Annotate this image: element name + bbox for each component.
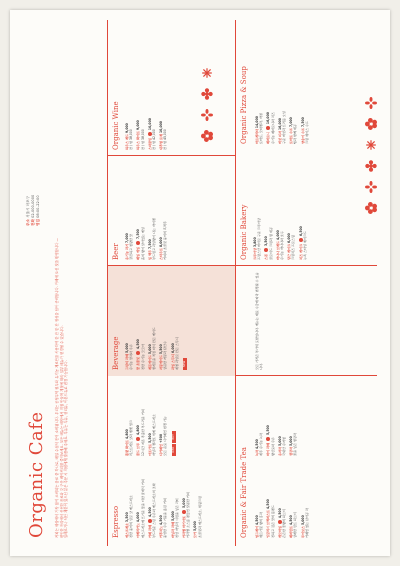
- contact-row: 전화 02-000-0000: [31, 194, 35, 226]
- flower-icon: [201, 109, 213, 121]
- section-title-organic-wine: Organic Wine: [112, 101, 120, 150]
- list-item: 루이보스 5,000 카페인 없는 남아공 차: [300, 508, 309, 538]
- list-item: 잉글리시 브렉퍼스트 4,500 진하고 깊은 맛의 블렌드: [266, 499, 275, 538]
- list-item: 마르게리타 14,000 토마토, 모짜렐라, 바질: [255, 113, 264, 144]
- tea-note: 모든 가격은 부가세 포함입니다. 메뉴는 재료 수급에 따라 변경될 수 있습니다.: [255, 272, 264, 370]
- list-item: 토마토 수프 7,000 빵과 함께 제공: [289, 117, 298, 144]
- flower-icon: [365, 139, 377, 151]
- list-item: 페퍼민트 4,500 상쾌한 민트 허브티: [289, 512, 298, 538]
- list-item: 콜드 브루 4,800 12시간 저온 추출한 부드러운 커피: [136, 409, 145, 456]
- flower-icon: [365, 181, 377, 193]
- list-item: 과일 스무디 6,000 제철 과일로 만든 스무디: [170, 337, 179, 370]
- flower-icon: [201, 67, 213, 79]
- beverage-list: [125, 272, 188, 370]
- intro-text: [55, 238, 69, 538]
- flower-icon: [201, 88, 213, 100]
- tag: NEW: [183, 358, 187, 370]
- list-item: 치즈 케이크 6,500 뉴욕 스타일 베이크드: [298, 226, 307, 260]
- list-item: 내추럴 로제 10,000 잔 / 병 45,000: [159, 121, 168, 150]
- contact-row: 주소 서울시 마포구: [26, 195, 30, 226]
- list-item: 페일 에일 7,500 홉의 향이 살아있는 에일: [136, 227, 145, 260]
- list-item: 밀 맥주 7,500 부드럽고 과일향이 나는 바이젠: [147, 218, 157, 260]
- contact-row: 영업 08:00–22:00: [36, 195, 40, 226]
- divider: [235, 375, 377, 376]
- list-item: 카라멜 마키아또 5,000 카라멜 소스를 곁들인 달콤한 커피: [182, 492, 191, 538]
- tag-row: [171, 384, 177, 456]
- contact-block: [26, 146, 41, 226]
- list-item: 크루아상 3,800 프랑스산 버터로 구운 크루아상: [253, 218, 262, 260]
- list-item: 그린티 라떼 5,000 유기농 말차와 우유: [125, 343, 134, 370]
- flower-icon: [365, 160, 377, 172]
- list-item: 카푸치노 4,500 풍성한 우유 거품을 올린 커피: [159, 498, 168, 538]
- section-title-beer: Beer: [112, 243, 120, 260]
- list-item: 유기농 라거 7,000 깔끔하고 청량한 맛: [125, 233, 134, 260]
- cafe-title: Organic Cafe: [26, 411, 47, 538]
- list-item: 카페 라떼 4,500 부드러운 스팀 우유와 에스프레소의 조화: [147, 483, 157, 538]
- flower-icon: [201, 130, 213, 142]
- list-item: 하우스 화이트 9,000 잔 / 병 38,000: [136, 120, 145, 150]
- list-item: 플랫 화이트 4,800 리스트레토 샷과 벨벳 밀크: [125, 420, 134, 456]
- list-item: 버섯 피자 16,000 구운 버섯과 트러플 오일: [277, 111, 287, 144]
- list-item: 아메리카노 4,000 에스프레소에 뜨거운 물을 더한 클래식 커피: [136, 479, 145, 538]
- list-item: 핫 초콜릿 4,500 진한 유기농 코코아: [136, 339, 145, 370]
- list-item: 당근 케이크 6,000 크림치즈 프로스팅: [287, 233, 296, 260]
- list-item: 캐모마일 4,500 은은한 꽃향의 허브티: [277, 508, 287, 538]
- espresso-list-2: [125, 384, 177, 456]
- list-item: 디카페인 +500 모든 음료 디카페인 변경 가능: [159, 416, 168, 456]
- list-item: 하우스 레드 9,000 잔 / 병 38,000: [125, 123, 134, 150]
- divider: [107, 155, 235, 156]
- list-item: 녹차 4,500 제주 유기농 녹차: [255, 433, 264, 456]
- list-item: 유자차 5,000 국내산 유자청: [277, 436, 287, 456]
- intro-note: 알레르기나 식단 제한이 있으신 분은 주문 시 직원에게 말씀해 주세요. 우유는 두유, 귀리유, 아몬드유로 변경 가능합니다.: [64, 360, 69, 538]
- bakery-list: [253, 150, 310, 260]
- section-title-tea: Organic & Fair Trade Tea: [240, 447, 248, 538]
- list-item: 스콘 3,500 클로티드 크림과 잼 제공: [264, 227, 273, 260]
- list-item: 아포가토 5,500 바닐라 젤라또 위에 에스프레소: [147, 414, 157, 456]
- list-item: 페퍼로니 16,000 유기농 페퍼로니와 치즈: [266, 112, 275, 144]
- espresso-list: [125, 466, 205, 538]
- tea-list-2: [255, 381, 301, 456]
- pizza-list: [255, 44, 312, 144]
- list-item: 에스프레소 3,500 진한 풍미의 싱글 샷 에스프레소: [125, 495, 134, 538]
- divider: [235, 20, 236, 546]
- section-title-beverage: Beverage: [112, 336, 120, 370]
- tag: HOT: [172, 431, 176, 443]
- list-item: 얼그레이 4,500 베르가못 향의 홍차: [255, 512, 264, 538]
- flower-row-top: [198, 65, 217, 144]
- section-title-pizza-soup: Organic Pizza & Soup: [240, 66, 248, 144]
- list-item: 자몽에이드 5,500 상큼한 자몽과 탄산수: [159, 341, 168, 370]
- flower-icon: [365, 97, 377, 109]
- beer-list: [125, 162, 171, 260]
- menu-canvas: [10, 10, 390, 556]
- wine-list: [125, 55, 171, 150]
- tea-list: [255, 463, 312, 538]
- list-item: 짜이 라떼 5,500 향신료와 우유: [266, 425, 275, 456]
- list-item: 스파클링 10,000 잔 / 병 42,000: [147, 118, 157, 150]
- section-title-organic-bakery: Organic Bakery: [240, 204, 248, 260]
- menu-sheet: [10, 10, 390, 556]
- list-item: 바나나 브레드 4,000 유기농 바나나와 호두: [275, 230, 285, 260]
- list-item: 모카 5,000 초콜릿과 에스프레소, 휘핑크림: [193, 496, 202, 538]
- list-item: 양송이 수프 7,500 크림 베이스 수프: [300, 117, 309, 144]
- list-item: 스타우트 8,000 커피와 초콜릿 풍미의 흑맥주: [159, 221, 168, 260]
- section-title-espresso: Espresso: [112, 505, 120, 538]
- flower-row-bottom: [362, 95, 381, 216]
- flower-icon: [365, 118, 377, 130]
- list-item: 바닐라 라떼 5,000 천연 바닐라 시럽을 넣은 라떼: [170, 498, 179, 538]
- list-item: 생강차 5,000 꿀을 넣은 생강차: [289, 433, 298, 456]
- flower-icon: [365, 202, 377, 214]
- intro-paragraph: 커피는 세상에서 가장 많이 소비되는 음료 중 하나로, 매일 수십억 잔이 소비됩니다. 우리는 공정무역 원두와 유기농 재료만을 사용하여 한 잔 한 잔 정성을 담아 준비합니다. 카페에 오신 것을 환영합니다 — 편안한 자리에서 신선한 음료와 갓 구운 베이커리를 즐겨보세요. 모든 메뉴는 매장에서 직접 만들며 계절에 따라 일부 메뉴가 변경될 수 있습니다.: [55, 238, 64, 538]
- list-item: 레몬에이드 5,000 생레몬을 직접 짜서 만든 에이드: [147, 327, 157, 370]
- tag: ICED: [172, 444, 176, 456]
